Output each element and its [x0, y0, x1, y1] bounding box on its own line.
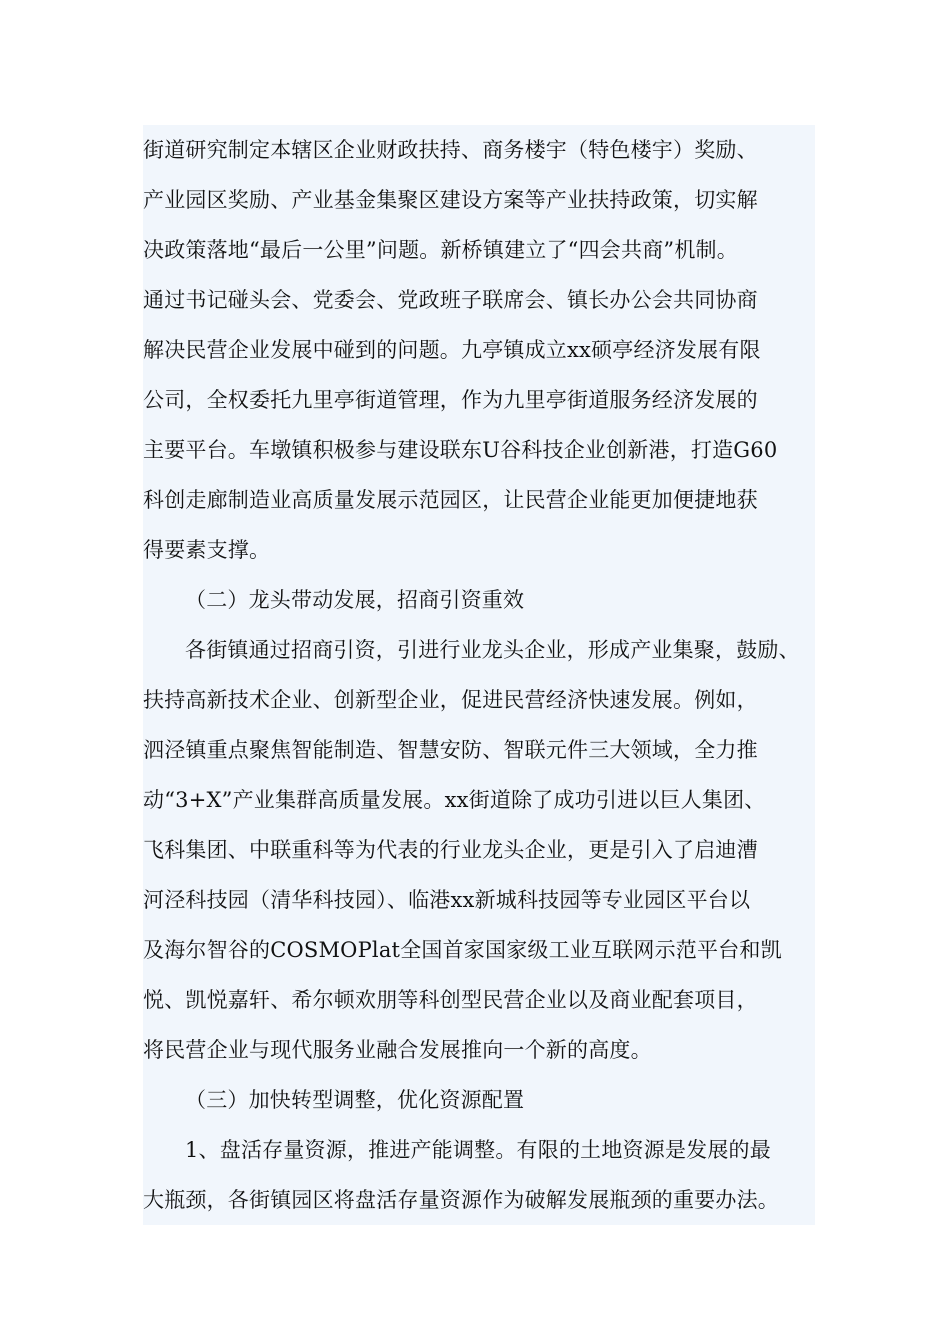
text-line: 得要素支撑。: [143, 525, 815, 575]
text-line: 及海尔智谷的COSMOPlat全国首家国家级工业互联网示范平台和凯: [143, 925, 815, 975]
text-line: 产业园区奖励、产业基金集聚区建设方案等产业扶持政策，切实解: [143, 175, 815, 225]
text-line: 飞科集团、中联重科等为代表的行业龙头企业，更是引入了启迪漕: [143, 825, 815, 875]
body-text: [143, 125, 815, 1225]
text-line: 科创走廊制造业高质量发展示范园区，让民营企业能更加便捷地获: [143, 475, 815, 525]
text-line: 街道研究制定本辖区企业财政扶持、商务楼宇（特色楼宇）奖励、: [143, 125, 815, 175]
text-line: 公司，全权委托九里亭街道管理，作为九里亭街道服务经济发展的: [143, 375, 815, 425]
text-line: 扶持高新技术企业、创新型企业，促进民营经济快速发展。例如，: [143, 675, 815, 725]
text-line: 大瓶颈，各街镇园区将盘活存量资源作为破解发展瓶颈的重要办法。: [143, 1175, 815, 1225]
text-line: 决政策落地“最后一公里”问题。新桥镇建立了“四会共商”机制。: [143, 225, 815, 275]
text-line: 泗泾镇重点聚焦智能制造、智慧安防、智联元件三大领域，全力推: [143, 725, 815, 775]
text-line: 1、盘活存量资源，推进产能调整。有限的土地资源是发展的最: [143, 1125, 815, 1175]
text-line: （二）龙头带动发展，招商引资重效: [143, 575, 815, 625]
text-line: 河泾科技园（清华科技园）、临港xx新城科技园等专业园区平台以: [143, 875, 815, 925]
text-line: 悦、凯悦嘉轩、希尔顿欢朋等科创型民营企业以及商业配套项目，: [143, 975, 815, 1025]
text-line: 各街镇通过招商引资，引进行业龙头企业，形成产业集聚，鼓励、: [143, 625, 815, 675]
text-line: 将民营企业与现代服务业融合发展推向一个新的高度。: [143, 1025, 815, 1075]
text-line: 通过书记碰头会、党委会、党政班子联席会、镇长办公会共同协商: [143, 275, 815, 325]
text-line: （三）加快转型调整，优化资源配置: [143, 1075, 815, 1125]
text-line: 主要平台。车墩镇积极参与建设联东U谷科技企业创新港，打造G60: [143, 425, 815, 475]
text-line: 解决民营企业发展中碰到的问题。九亭镇成立xx硕亭经济发展有限: [143, 325, 815, 375]
text-line: 动“3+X”产业集群高质量发展。xx街道除了成功引进以巨人集团、: [143, 775, 815, 825]
